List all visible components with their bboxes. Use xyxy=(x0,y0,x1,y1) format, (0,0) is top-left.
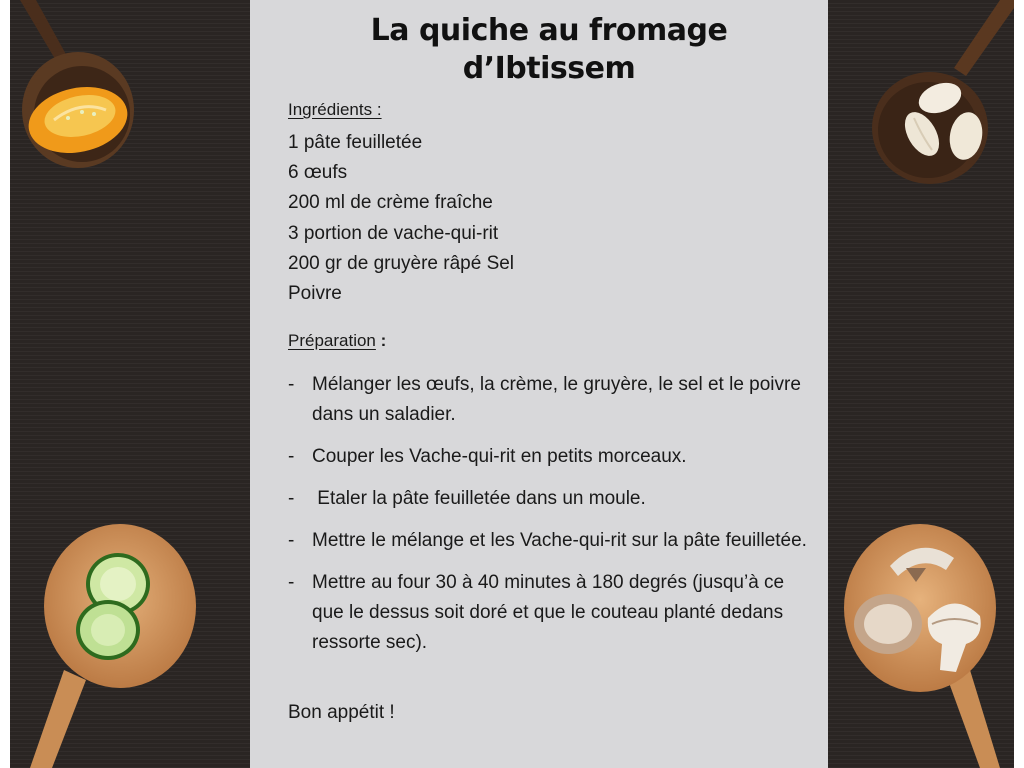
ingredient-item: Poivre xyxy=(288,283,342,305)
preparation-step xyxy=(288,568,808,658)
preparation-label-suffix: : xyxy=(375,331,387,350)
preparation-step xyxy=(288,442,808,472)
slide-background xyxy=(10,0,1014,768)
ingredient-item: 1 pâte feuilletée xyxy=(288,132,423,153)
step-text: Etaler la pâte feuilletée dans un moule. xyxy=(312,488,646,509)
title-line-1: La quiche au fromage xyxy=(370,13,728,48)
ingredients-label: Ingrédients : xyxy=(288,100,382,119)
tomato-spoon-image xyxy=(10,0,150,180)
cucumber-spoon-image xyxy=(24,520,214,768)
ingredients-list xyxy=(288,128,514,309)
ingredient-item: 200 gr de gruyère râpé Sel xyxy=(288,252,515,274)
recipe-title xyxy=(250,12,828,88)
step-bullet: - xyxy=(288,446,295,467)
preparation-step xyxy=(288,484,808,514)
step-text: Couper les Vache-qui-rit en petits morceaux. xyxy=(312,446,687,467)
ingredient-item: 200 ml de crème fraîche xyxy=(288,192,493,214)
preparation-heading xyxy=(288,331,386,351)
preparation-step xyxy=(288,526,808,556)
step-bullet: - xyxy=(288,488,295,509)
mushroom-spoon-image xyxy=(830,520,1014,768)
closing-text: Bon appétit ! xyxy=(288,702,395,723)
ingredient-item: 3 portion de vache-qui-rit xyxy=(288,222,499,244)
ingredients-heading xyxy=(288,100,382,120)
step-text: Mettre le mélange et les Vache-qui-rit sur la pâte feuilletée. xyxy=(312,530,807,551)
recipe-card xyxy=(250,0,828,768)
garlic-spoon-image xyxy=(870,0,1014,190)
step-bullet: - xyxy=(288,374,295,395)
preparation-steps xyxy=(288,370,808,670)
title-line-2: d’Ibtissem xyxy=(462,51,636,86)
step-text: Mélanger les œufs, la crème, le gruyère, le sel et le poivre dans un saladier. xyxy=(312,374,801,425)
preparation-label: Préparation xyxy=(288,331,376,350)
step-text: Mettre au four 30 à 40 minutes à 180 degrés (jusqu’à ce que le dessus soit doré et que le couteau planté dedans ressorte sec). xyxy=(312,572,785,653)
step-bullet: - xyxy=(288,572,295,593)
preparation-step xyxy=(288,370,808,430)
ingredient-item: 6 œufs xyxy=(288,162,348,184)
step-bullet: - xyxy=(288,530,295,551)
